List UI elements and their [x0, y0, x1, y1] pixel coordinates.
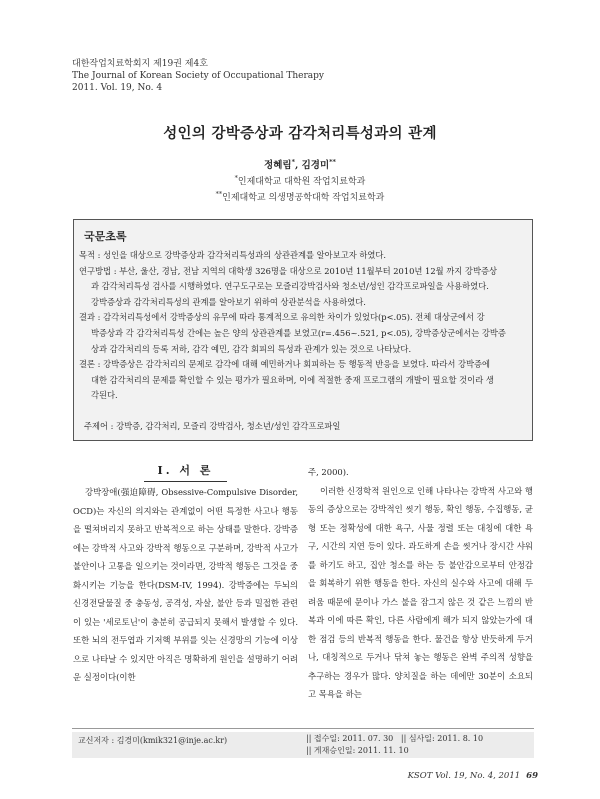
abstract-line: 강박증상과 감각처리특성의 관계를 알아보기 위하여 상관분석을 사용하였다.	[91, 296, 366, 307]
page-footer	[408, 771, 538, 781]
abstract-line: 결과 : 감각처리특성에서 강박증상의 유무에 따라 통계적으로 유의한 차이가 있었다(p<.05). 전체 대상군에서 강	[79, 312, 485, 323]
journal-title-korean: 대한작업치료학회지 제19권 제4호	[72, 59, 208, 69]
affiliation	[0, 174, 600, 187]
author-name: 김경미	[301, 160, 330, 171]
article-dates	[306, 733, 483, 757]
section-heading	[73, 463, 298, 483]
abstract-box	[73, 219, 533, 441]
abstract-paragraph	[79, 310, 527, 357]
reviewed-date: || 심사일: 2011. 8. 10	[400, 734, 484, 743]
abstract-paragraph	[79, 248, 527, 264]
journal-header	[72, 58, 324, 94]
author-separator: ,	[294, 160, 302, 171]
author-name: 정혜림	[264, 160, 292, 171]
body-paragraph: 주, 2000).	[308, 467, 349, 477]
abstract-line: 목적 : 성인을 대상으로 강박증상과 감각처리특성과의 상관관계를 알아보고자 하였다.	[79, 250, 387, 260]
body-paragraph: 강박장애(强迫障碍, Obsessive-Compulsive Disorder, OCD)는 자신의 의지와는 관계없이 어떤 특정한 사고나 행동을 떨쳐버리지 못하고 반복적으로 하는 상태를 말한다. 강박증에는 강박적 사고와 강박적 행동으로 구분하며, 강박적 사고가 불안이나 고통을 일으키는 것이라면, 강박적 행동은 그것을 중화시키는 기능을 한다(DSM-IV, 1994). 강박증에는 두뇌의 신경전달물질 중 충동성, 공격성, 자살, 불안 등과 밀접한 관련이 있는 '세로토닌'이 충분히 공급되지 못해서 발생할 수 있다. 또한 뇌의 전두엽과 기저핵 부위를 잇는 신경망의 기능에 이상으로 나타날 수 있지만 아직은 명확하게 원인을 설명하기 어려운 실정이다(이한	[73, 487, 298, 682]
journal-volume: 2011. Vol. 19, No. 4	[72, 83, 163, 93]
abstract-line: 대한 감각처리의 문제를 확인할 수 있는 평가가 필요하며, 이에 적절한 중재 프로그램의 개발이 필요할 것이라 생	[91, 374, 494, 385]
journal-title-english: The Journal of Korean Society of Occupational Therapy	[72, 71, 325, 81]
received-date: || 접수일: 2011. 07. 30	[306, 734, 394, 743]
corresponding-author: 교신저자 : 김경미(kmik321@inje.ac.kr)	[78, 736, 228, 745]
abstract-heading: 국문초록	[84, 230, 127, 243]
affiliation-text: 인제대학교 대학원 작업치료학과	[237, 177, 366, 187]
abstract-paragraph	[79, 264, 527, 311]
abstract-body	[79, 248, 527, 404]
section-heading-text: I. 서 론	[144, 463, 228, 482]
abstract-line: 과 감각처리특성 검사를 시행하였다. 연구도구로는 모즐리강박검사와 청소년/성인 감각프로파일을 사용하였다.	[91, 281, 489, 292]
affiliation-text: 인제대학교 의생명공학대학 작업치료학과	[222, 193, 385, 203]
author-line	[0, 157, 600, 171]
body-column-left	[73, 463, 298, 687]
page-number: 69	[526, 771, 538, 781]
body-paragraph: 이러한 신경학적 원인으로 인해 나타나는 강박적 사고와 행동의 증상으로는 강박적인 씻기 행동, 확인 행동, 수집행동, 균형 또는 정확성에 대한 욕구, 사물 정렬 또는 대칭에 대한 욕구, 시간의 지연 등이 있다. 과도하게 손을 씻거나 장시간 샤워를 하기도 하고, 집안 청소를 하는 등 불안감으로부터 안정감을 회복하기 위한 행동을 한다. 자신의 실수와 사고에 대해 두려움 때문에 문이나 가스 불을 잠그지 않은 것 같은 느낌의 반복과 이에 따른 확인, 다른 사람에게 해가 되지 않았는가에 대한 점검 등의 반복적 행동을 한다. 물건을 항상 반듯하게 두거나, 대칭적으로 두거나 닦쳐 놓는 행동은 완벽 주의적 성향을 추구하는 경우가 많다. 양치질을 하는 데에만 30분이 소요되고 목욕을 하는	[308, 485, 533, 699]
abstract-line: 연구방법 : 부산, 울산, 경남, 전남 지역의 대학생 326명을 대상으로 2010년 11월부터 2010년 12월 까지 강박증상	[79, 265, 497, 276]
abstract-keywords: 주제어 : 강박증, 감각처리, 모즐리 강박검사, 청소년/성인 감각프로파일	[84, 421, 341, 431]
abstract-line: 결론 : 강박증상은 감각처리의 문제로 감각에 대해 예민하거나 회피하는 등 행동적 반응을 보였다. 따라서 강박증에	[79, 359, 491, 370]
abstract-paragraph	[79, 357, 527, 404]
body-column-right	[308, 463, 533, 704]
affiliation-mark: **	[215, 190, 223, 198]
footer-info	[72, 732, 534, 758]
paper-title: 성인의 강박증상과 감각처리특성과의 관계	[163, 125, 437, 142]
affiliation-mark: *	[234, 174, 238, 182]
affiliation	[0, 190, 600, 203]
author-mark: **	[329, 157, 336, 166]
abstract-line: 박증상과 각 감각처리특성 간에는 높은 양의 상관관계를 보였고(r=.456~.521, p<.05), 강박증상군에서는 강박증	[91, 327, 506, 338]
accepted-date: || 게재승인일: 2011. 11. 10	[306, 746, 409, 755]
footer-journal: KSOT Vol. 19, No. 4, 2011	[407, 771, 521, 781]
author-mark: *	[291, 157, 295, 166]
footer-divider	[72, 728, 534, 729]
abstract-line: 상과 감각처리의 등록 저하, 감각 예민, 감각 회피의 특성과 관계가 있는 것으로 나타났다.	[91, 343, 412, 354]
abstract-line: 각된다.	[91, 390, 118, 401]
